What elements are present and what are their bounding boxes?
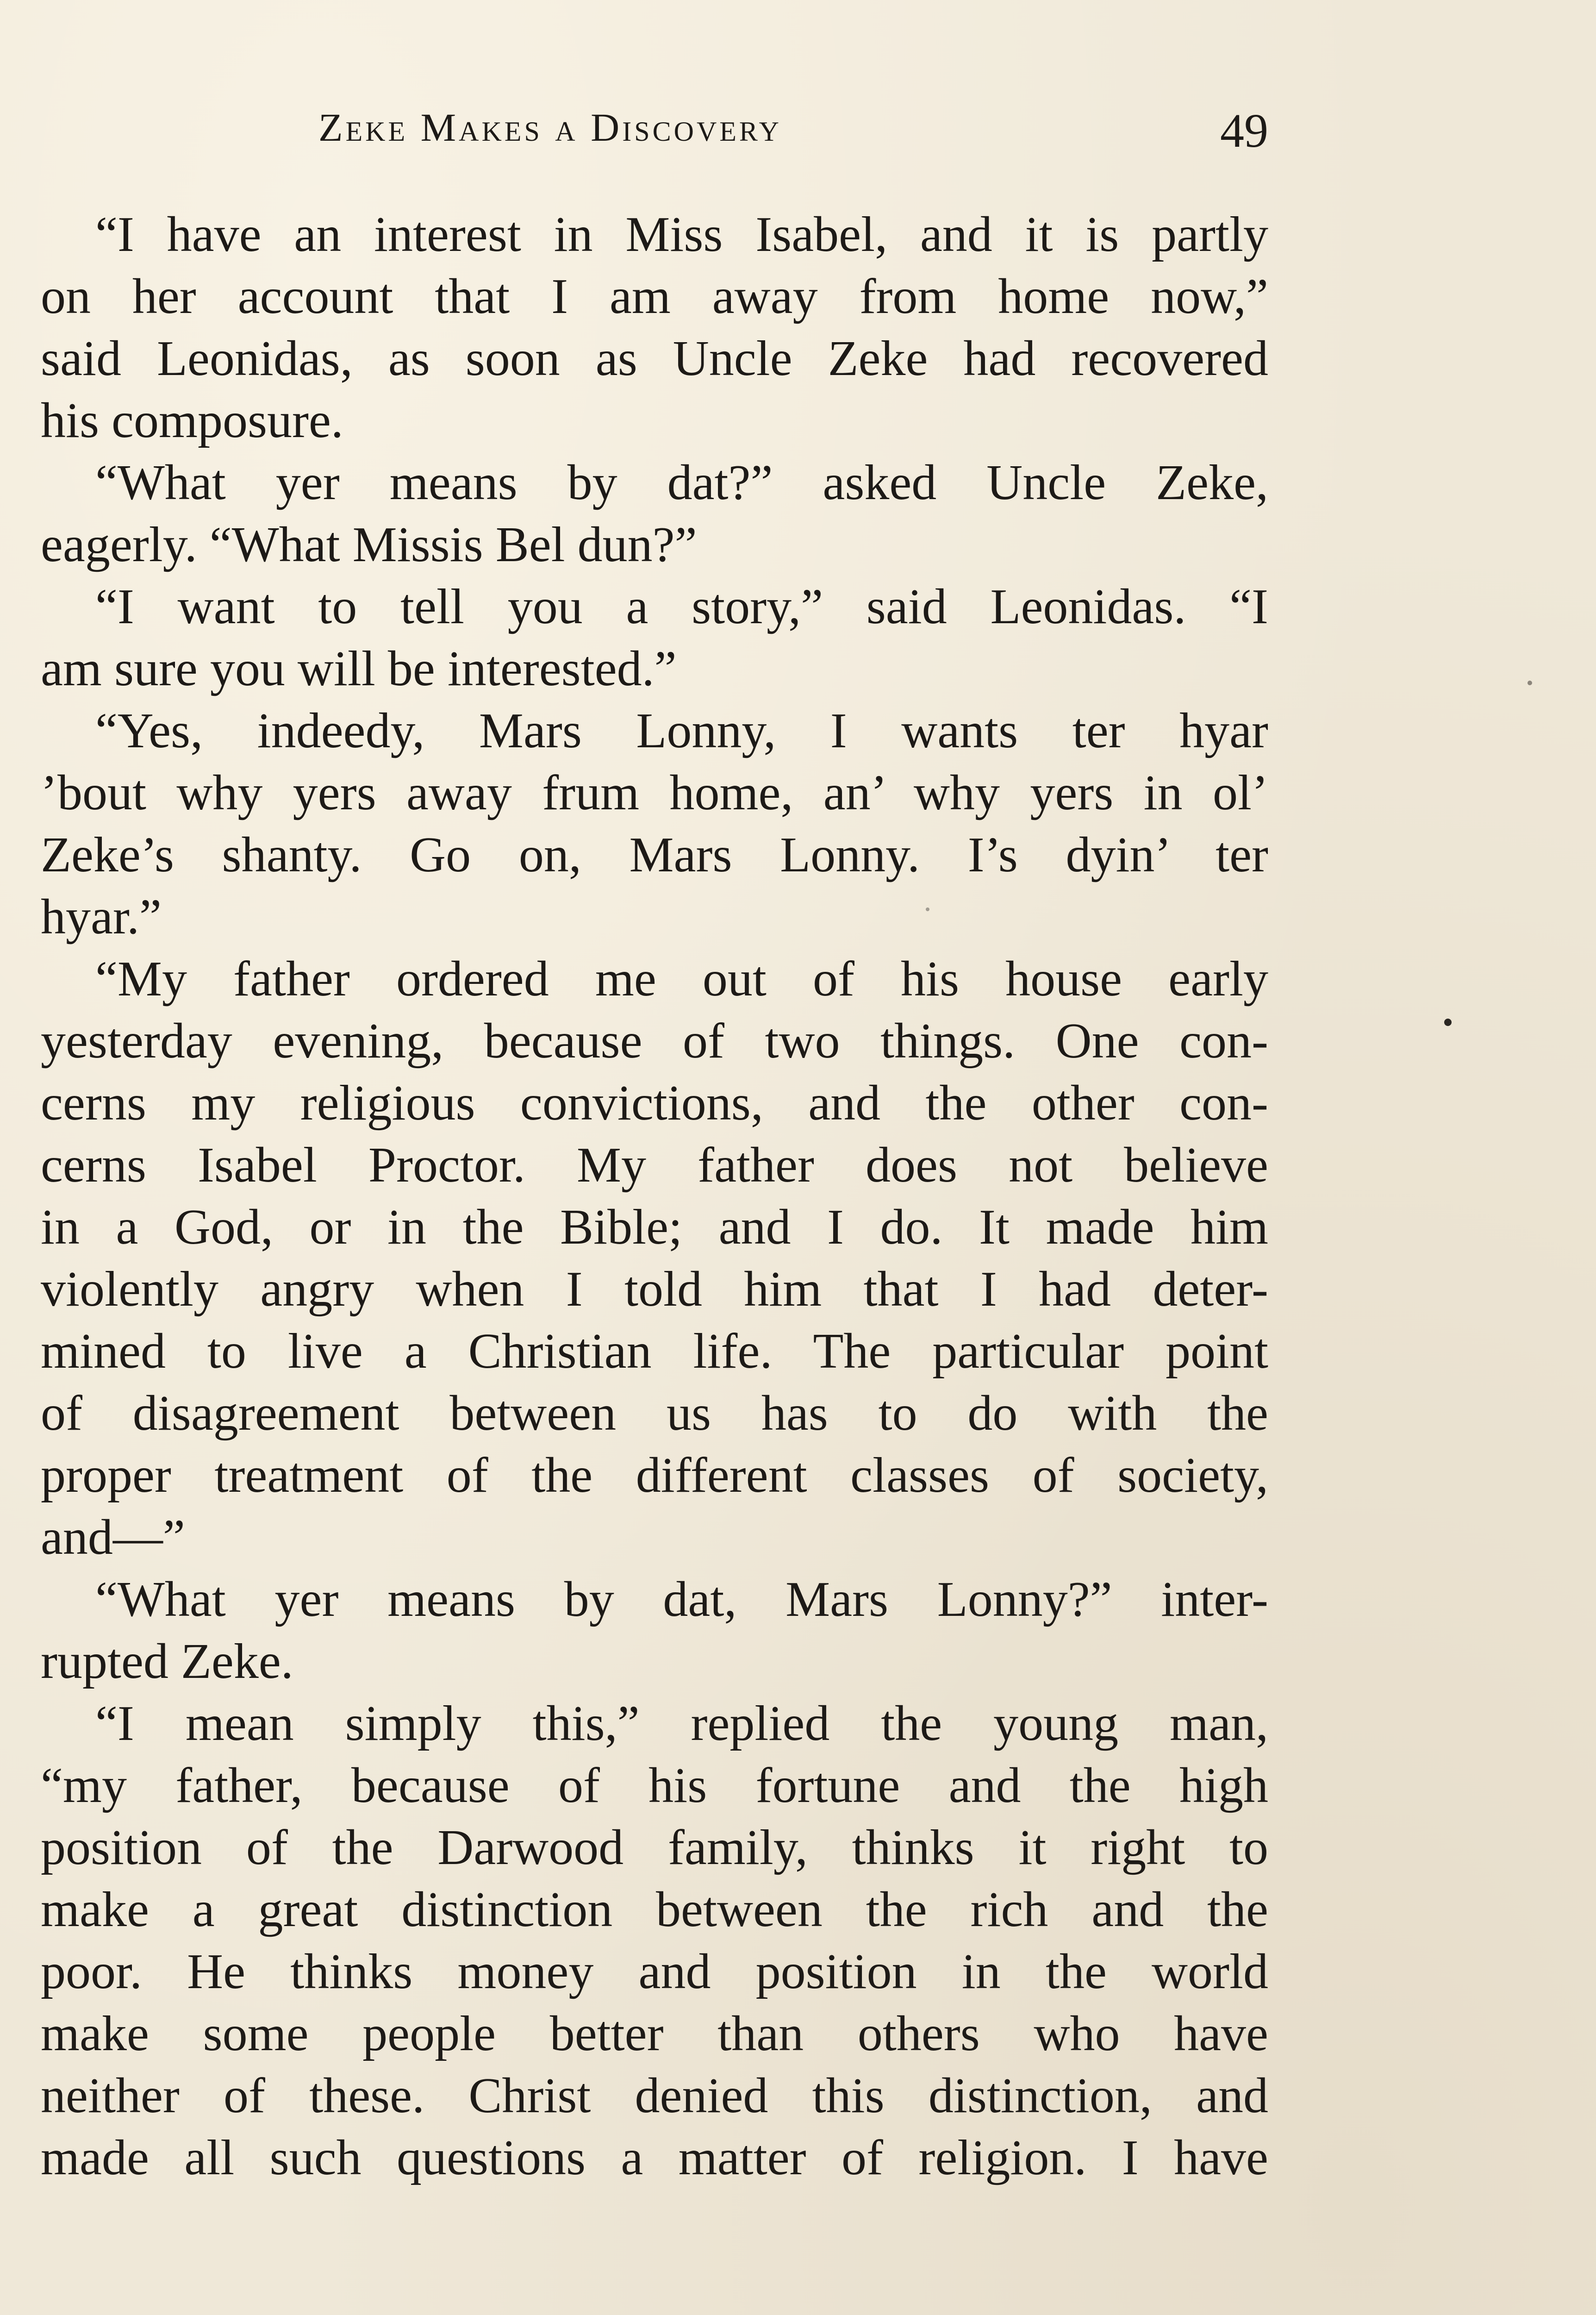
text-line: “my father, because of his fortune and the high <box>41 1758 1268 1813</box>
body-text <box>41 204 1268 2189</box>
text-line: make a great distinction between the rich and the <box>41 1882 1268 1937</box>
text-line: “I want to tell you a story,” said Leonidas. “I <box>95 579 1268 634</box>
text-line: and—” <box>41 1510 185 1565</box>
text-line: “I mean simply this,” replied the young man, <box>95 1696 1268 1751</box>
text-line: rupted Zeke. <box>41 1634 293 1689</box>
text-line: am sure you will be interested.” <box>41 641 677 696</box>
text-line: poor. He thinks money and position in the world <box>41 1944 1268 1999</box>
text-line: “My father ordered me out of his house early <box>95 951 1268 1007</box>
running-head <box>41 95 1268 164</box>
text-line: make some people better than others who have <box>41 2006 1268 2061</box>
text-line: cerns my religious convictions, and the other con- <box>41 1076 1268 1131</box>
text-line: “I have an interest in Miss Isabel, and it is partly <box>95 207 1268 262</box>
text-line: on her account that I am away from home now,” <box>41 269 1268 324</box>
text-line: made all such questions a matter of religion. I have <box>41 2130 1268 2185</box>
text-line: eagerly. “What Missis Bel dun?” <box>41 517 697 572</box>
text-line: yesterday evening, because of two things. One con- <box>41 1014 1268 1069</box>
text-line: of disagreement between us has to do with the <box>41 1386 1268 1441</box>
chapter-title: Zeke Makes a Discovery <box>318 105 782 150</box>
text-line: Zeke’s shanty. Go on, Mars Lonny. I’s dyin’ ter <box>41 827 1268 882</box>
text-line: ’bout why yers away frum home, an’ why yers in ol’ <box>41 765 1268 820</box>
text-line: “Yes, indeedy, Mars Lonny, I wants ter hyar <box>95 703 1268 758</box>
text-line: his composure. <box>41 393 343 448</box>
ink-speck <box>926 907 929 911</box>
text-line: “What yer means by dat, Mars Lonny?” inter- <box>95 1572 1268 1627</box>
text-line: position of the Darwood family, thinks it right to <box>41 1820 1268 1875</box>
text-line: mined to live a Christian life. The particular point <box>41 1324 1268 1379</box>
text-line: neither of these. Christ denied this distinction, and <box>41 2068 1268 2123</box>
ink-speck <box>1527 681 1532 685</box>
ink-speck <box>1444 1019 1452 1026</box>
text-line: violently angry when I told him that I had deter- <box>41 1262 1268 1317</box>
text-line: said Leonidas, as soon as Uncle Zeke had recovered <box>41 331 1268 386</box>
text-line: hyar.” <box>41 889 162 945</box>
page-number: 49 <box>1220 104 1268 157</box>
text-line: cerns Isabel Proctor. My father does not believe <box>41 1138 1268 1193</box>
text-line: proper treatment of the different classes of society, <box>41 1448 1268 1503</box>
text-line: in a God, or in the Bible; and I do. It made him <box>41 1200 1268 1255</box>
text-line: “What yer means by dat?” asked Uncle Zeke, <box>95 455 1268 510</box>
